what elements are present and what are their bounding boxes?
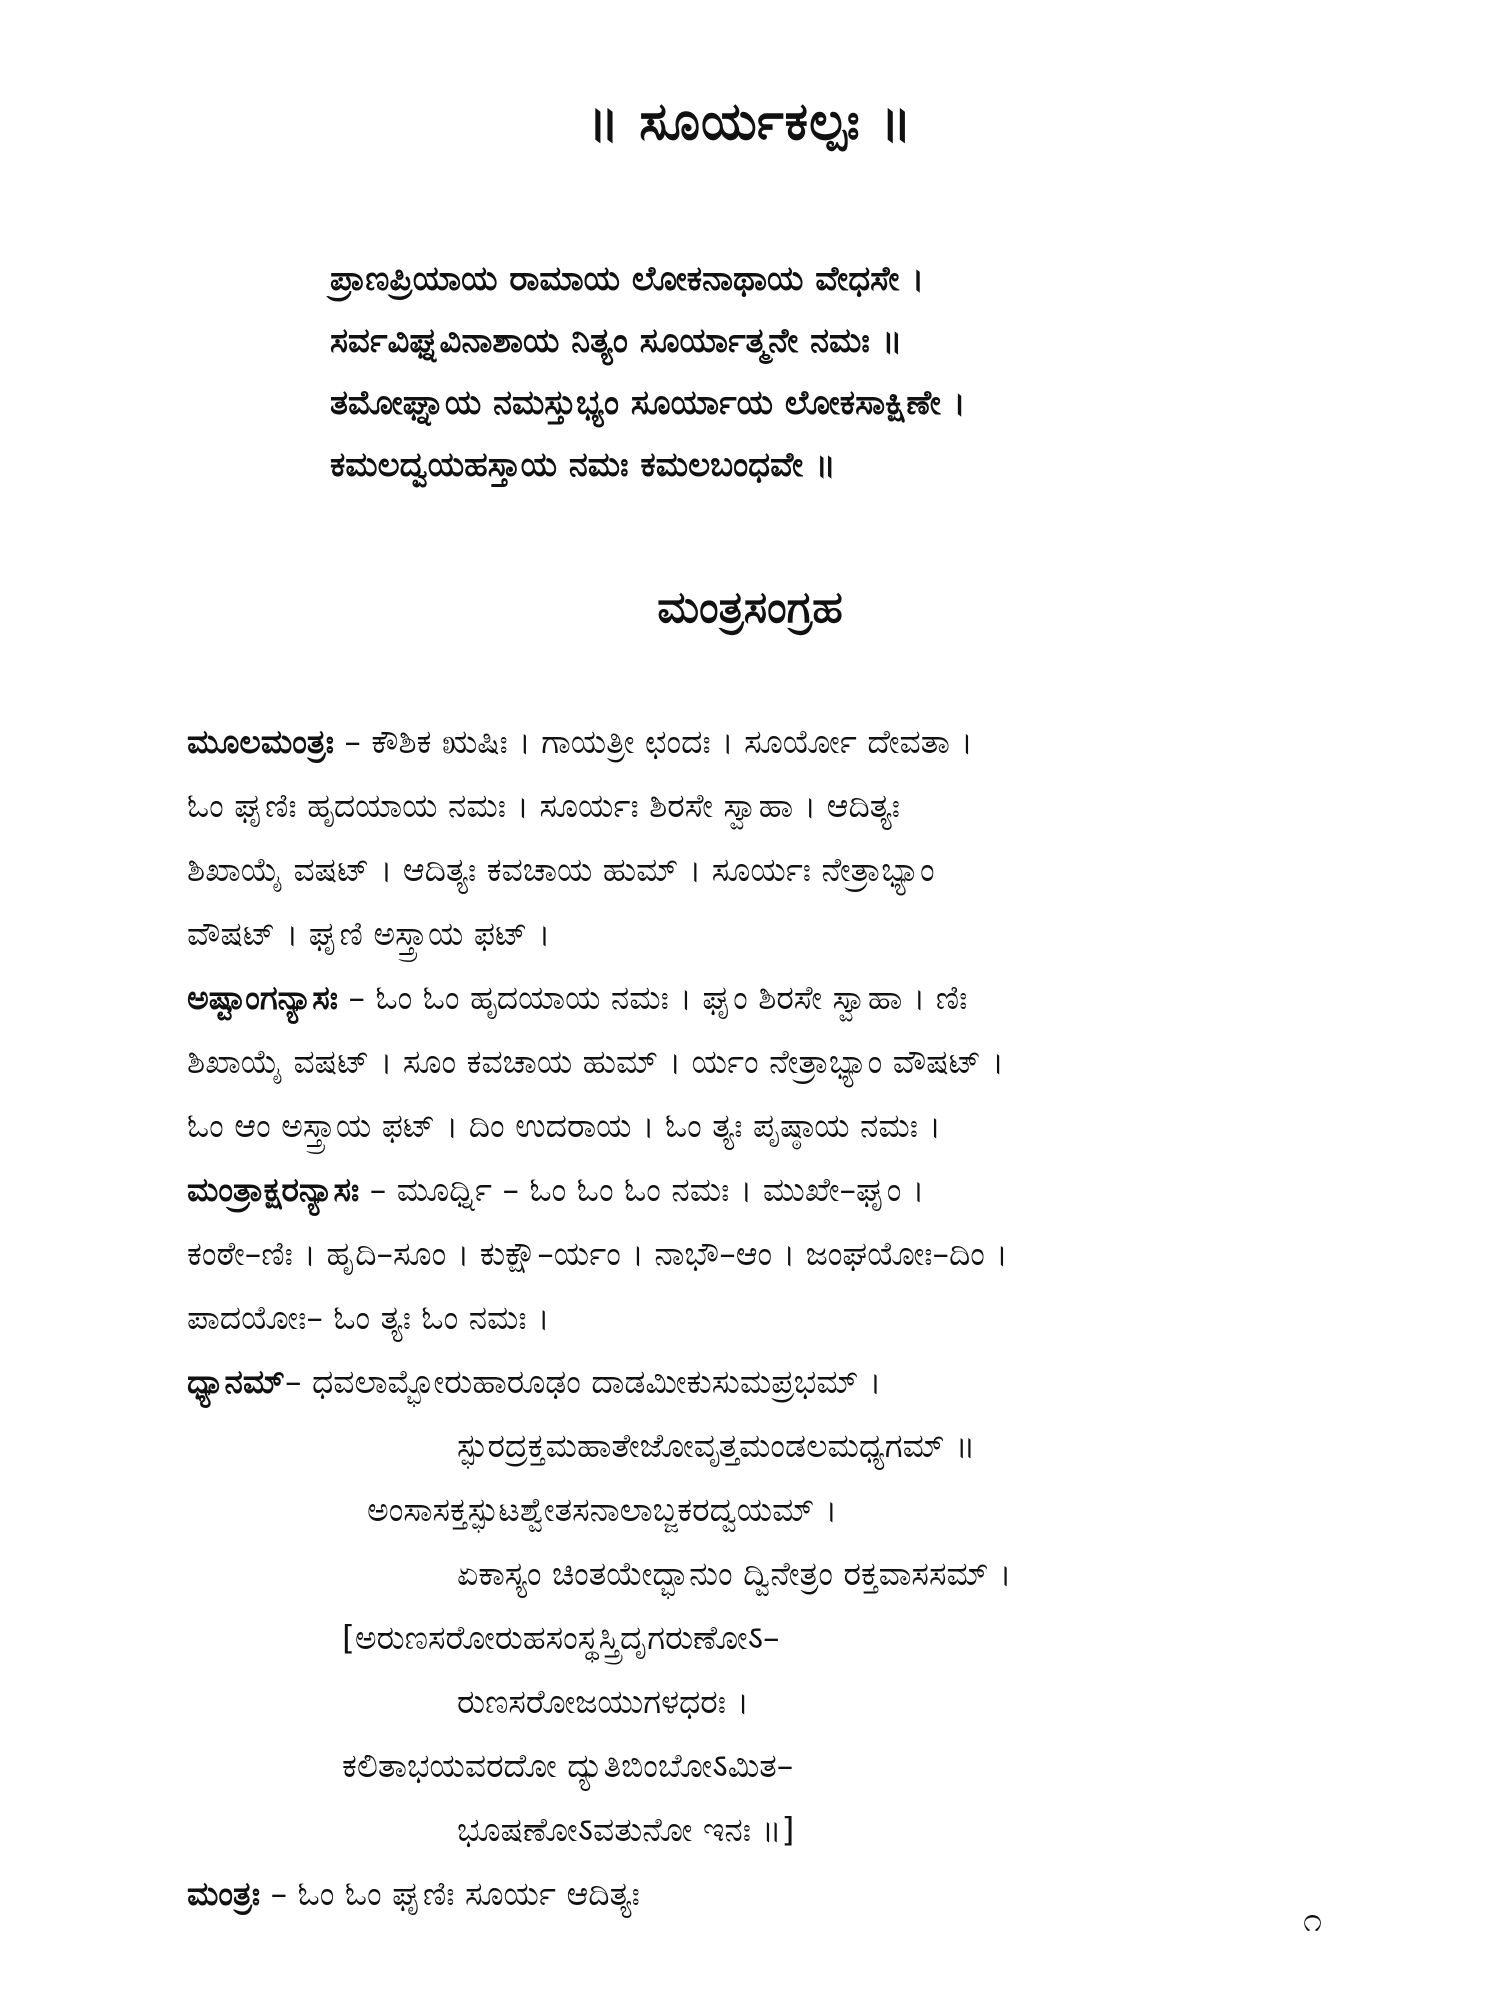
moola-mantra-line: ವೌಷಟ್ । ಘೃಣಿ ಅಸ್ತ್ರಾಯ ಫಟ್ । bbox=[187, 914, 551, 953]
mantra-line bbox=[187, 1862, 1335, 1926]
shloka-line: ತಮೋಘ್ನಾಯ ನಮಸ್ತುಭ್ಯಂ ಸೂರ್ಯಾಯ ಲೋಕಸಾಕ್ಷಿಣೇ । bbox=[330, 383, 966, 423]
page-title: ॥ ಸೂರ್ಯಕಲ್ಪಃ ॥ bbox=[587, 92, 913, 152]
ashtanga-nyasa-line bbox=[187, 966, 1335, 1030]
shloka-line: ಕಮಲದ್ವಯಹಸ್ತಾಯ ನಮಃ ಕಮಲಬಂಧವೇ ॥ bbox=[330, 445, 836, 485]
moola-mantra-text: – ಕೌಶಿಕ ಋಷಿಃ । ಗಾಯತ್ರೀ ಛಂದಃ । ಸೂರ್ಯೋ ದೇವತಾ । bbox=[333, 722, 973, 761]
section-heading: ಮಂತ್ರಸಂಗ್ರಹ bbox=[657, 582, 843, 633]
dhyana-label: ಧ್ಯಾನಮ್ bbox=[187, 1362, 285, 1401]
ashtanga-nyasa-label: ಅಷ್ಟಾಂಗನ್ಯಾಸಃ bbox=[187, 978, 338, 1017]
ashtanga-nyasa-line: ಶಿಖಾಯೈ ವಷಟ್ । ಸೂಂ ಕವಚಾಯ ಹುಮ್ । ರ್ಯಂ ನೇತ್ರಾಭ್ಯಾಂ ವೌಷಟ್ । bbox=[187, 1042, 1005, 1081]
dhyana-line: ಕಲಿತಾಭಯವರದೋ ದ್ಯುತಿಬಿಂಬೋऽಮಿತ– bbox=[342, 1746, 794, 1785]
mantrakshara-nyasa-text: – ಮೂರ್ಧ್ನಿ – ಓಂ ಓಂ ಓಂ ನಮಃ । ಮುಖೇ–ಘೃಂ । bbox=[359, 1170, 925, 1209]
mantrakshara-nyasa-line: ಕಂಠೇ–ಣಿಃ । ಹೃದಿ–ಸೂಂ । ಕುಕ್ಷೌ–ರ್ಯಂ । ನಾಭೌ–ಆಂ । ಜಂಘಯೋಃ–ದಿಂ । bbox=[187, 1234, 1008, 1273]
ashtanga-nyasa-line: ಓಂ ಆಂ ಅಸ್ತ್ರಾಯ ಫಟ್ । ದಿಂ ಉದರಾಯ । ಓಂ ತ್ಯಃ ಪೃಷ್ಠಾಯ ನಮಃ । bbox=[187, 1106, 942, 1145]
ashtanga-nyasa-text: – ಓಂ ಓಂ ಹೃದಯಾಯ ನಮಃ । ಘೃಂ ಶಿರಸೇ ಸ್ವಾಹಾ । ಣಿಃ bbox=[337, 978, 968, 1017]
shloka-line: ಸರ್ವವಿಘ್ನವಿನಾಶಾಯ ನಿತ್ಯಂ ಸೂರ್ಯಾತ್ಮನೇ ನಮಃ ॥ bbox=[330, 321, 903, 361]
moola-mantra-label: ಮೂಲಮಂತ್ರಃ bbox=[187, 722, 334, 761]
dhyana-line bbox=[187, 1350, 1335, 1414]
page-number: ೧ bbox=[1302, 1900, 1322, 1940]
dhyana-line: ಅಂಸಾಸಕ್ತಸ್ಫುಟಶ್ವೇತಸನಾಲಾಬ್ಜಕರದ್ವಯಮ್ । bbox=[367, 1490, 838, 1529]
moola-mantra-line: ಓಂ ಘೃಣಿಃ ಹೃದಯಾಯ ನಮಃ । ಸೂರ್ಯಃ ಶಿರಸೇ ಸ್ವಾಹಾ । ಆದಿತ್ಯಃ bbox=[187, 786, 901, 825]
mantrakshara-nyasa-line: ಪಾದಯೋಃ– ಓಂ ತ್ಯಃ ಓಂ ನಮಃ । bbox=[187, 1298, 550, 1337]
mantrakshara-nyasa-label: ಮಂತ್ರಾಕ್ಷರನ್ಯಾಸಃ bbox=[187, 1170, 360, 1209]
dhyana-text: – ಧವಲಾಮ್ಭೋರುಹಾರೂಢಂ ದಾಡಮೀಕುಸುಮಪ್ರಭಮ್ । bbox=[284, 1362, 882, 1401]
opening-shloka bbox=[330, 248, 1330, 496]
moola-mantra-line bbox=[187, 710, 1335, 774]
dhyana-line: ರುಣಸರೋಜಯುಗಳಧರಃ । bbox=[457, 1682, 750, 1721]
moola-mantra-line: ಶಿಖಾಯೈ ವಷಟ್ । ಆದಿತ್ಯಃ ಕವಚಾಯ ಹುಮ್ । ಸೂರ್ಯಃ ನೇತ್ರಾಭ್ಯಾಂ bbox=[187, 850, 935, 889]
mantra-text: – ಓಂ ಓಂ ಘೃಣಿಃ ಸೂರ್ಯ ಆದಿತ್ಯಃ bbox=[260, 1874, 640, 1913]
shloka-line: ಪ್ರಾಣಪ್ರಿಯಾಯ ರಾಮಾಯ ಲೋಕನಾಥಾಯ ವೇಧಸೇ । bbox=[330, 259, 925, 299]
mantra-body bbox=[187, 710, 1335, 1926]
mantra-label: ಮಂತ್ರಃ bbox=[187, 1874, 261, 1913]
dhyana-line: ಸ್ಫುರದ್ರಕ್ತಮಹಾತೇಜೋವೃತ್ತಮಂಡಲಮಧ್ಯಗಮ್ ॥ bbox=[457, 1426, 976, 1465]
dhyana-line: ಏಕಾಸ್ಯಂ ಚಿಂತಯೇದ್ಭಾನುಂ ದ್ವಿನೇತ್ರಂ ರಕ್ತವಾಸಸಮ್ । bbox=[457, 1554, 1012, 1593]
mantrakshara-nyasa-line bbox=[187, 1158, 1335, 1222]
dhyana-line: [ಅರುಣಸರೋರುಹಸಂಸ್ಥಸ್ತ್ರಿದೃಗರುಣೋऽ– bbox=[342, 1618, 780, 1657]
dhyana-line: ಭೂಷಣೋऽವತುನೋ ಇನಃ ॥] bbox=[457, 1810, 795, 1849]
